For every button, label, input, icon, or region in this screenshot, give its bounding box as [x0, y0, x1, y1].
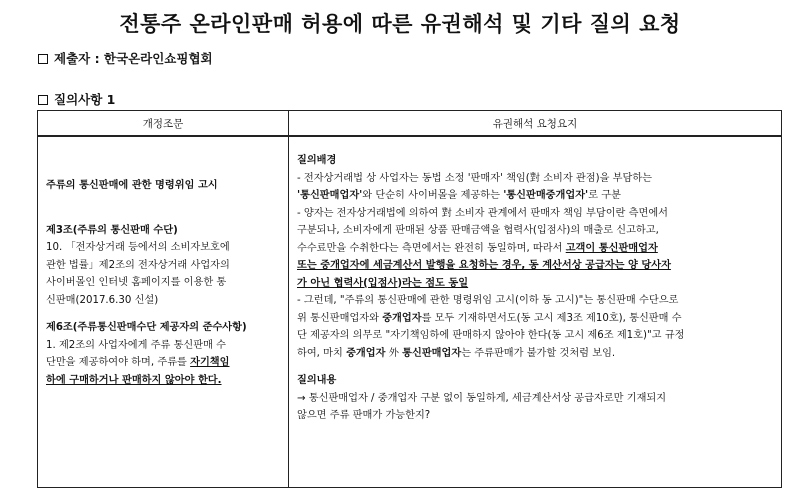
- background-line: [297, 240, 773, 258]
- background-line: - 그런데, "주류의 통신판매에 관한 명령위임 고시(이하 동 고시)"는 통신판매 수단으로: [297, 295, 679, 306]
- column-header-amended-clause: 개정조문: [38, 111, 289, 137]
- article6-underlined-line: 하에 구매하거나 판매하지 않아야 한다.: [46, 374, 222, 386]
- plain-text: 는 주류판매가 불가할 것처럼 보임.: [461, 347, 616, 359]
- content-line: 않으면 주류 판매가 가능한지?: [297, 410, 431, 421]
- background-line: - 전자상거래법 상 사업자는 동법 소정 '판매자' 책임(對 소비자 관점)을 부담하는: [297, 172, 653, 184]
- square-bullet-icon: [38, 95, 48, 105]
- article6-line: 1. 제2조의 사업자에게 주류 통신판매 수: [46, 339, 227, 351]
- notice-title: 주류의 통신판매에 관한 명령위임 고시: [46, 180, 218, 191]
- article3-title: 제3조(주류의 통신판매 수단): [46, 224, 178, 236]
- bold-text: 통신판매업자: [402, 347, 462, 359]
- article6-text: 단만을 제공하여야 하며, 주류를: [46, 357, 191, 368]
- plain-text: 위 통신판매업자와: [297, 312, 383, 324]
- background-line: 구분되나, 소비자에게 판매된 상품 판매금액을 협력사(입점사)의 매출로 신고하고,: [297, 225, 659, 236]
- bold-text: '통신판매업자': [297, 190, 363, 201]
- plain-text: 수수료만을 수취한다는 측면에서는 완전히 동일하며, 따라서: [297, 242, 566, 254]
- article3-line: 사이버몰인 인터넷 홈페이지를 이용한 통: [46, 277, 227, 288]
- underlined-text: 고객이 통신판매업자: [565, 242, 658, 254]
- plain-text: 하여, 마치: [297, 347, 347, 359]
- background-line: [297, 345, 773, 363]
- bold-text: 중개업자: [382, 312, 422, 324]
- query-heading: [38, 90, 115, 108]
- query-heading-text: 질의사항 1: [54, 92, 116, 107]
- article6-title: 제6조(주류통신판매수단 제공자의 준수사항): [46, 322, 247, 333]
- article3-line: 10. 「전자상거래 등에서의 소비자보호에: [46, 242, 230, 253]
- bold-text: 중개업자: [346, 347, 386, 359]
- background-line: [297, 187, 773, 205]
- plain-text: 로 구분: [588, 190, 621, 201]
- content-heading: 질의내용: [297, 375, 337, 386]
- article6-line: [46, 354, 280, 372]
- submitter-text: 제출자 : 한국온라인쇼핑협회: [54, 51, 213, 66]
- submitter-line: [38, 49, 213, 67]
- background-line: [297, 310, 773, 328]
- background-underlined-line: 가 아닌 협력사(입점사)라는 점도 동일: [297, 277, 469, 289]
- request-summary-cell: [289, 136, 782, 488]
- plain-text: 外: [385, 347, 403, 359]
- bold-text: '통신판매중개업자': [503, 190, 589, 201]
- plain-text: 를 모두 기재하면서도(동 고시 제3조 제10호), 통신판매 수: [421, 312, 682, 324]
- document-title: 전통주 온라인판매 허용에 따른 유권해석 및 기타 질의 요청: [119, 11, 681, 36]
- background-heading: 질의배경: [297, 155, 337, 166]
- plain-text: 와 단순히 사이버몰을 제공하는: [362, 190, 504, 201]
- article3-line: 관한 법률」제2조의 전자상거래 사업자의: [46, 259, 230, 271]
- query-table: [37, 110, 782, 488]
- square-bullet-icon: [38, 54, 48, 64]
- article3-line: 신판매(2017.6.30 신설): [46, 294, 159, 306]
- background-line: 단 제공자의 의무로 "자기책임하에 판매하지 않아야 한다(동 고시 제6조 제1호)"고 규정: [297, 330, 685, 341]
- background-underlined-line: 또는 중개업자에 세금계산서 발행을 요청하는 경우, 동 계산서상 공급자는 양 당사자: [297, 260, 671, 271]
- article6-underlined-text: 자기책임: [190, 357, 230, 368]
- column-header-request-summary: 유권해석 요청요지: [289, 111, 782, 137]
- content-line: → 통신판매업자 / 중개업자 구분 없이 동일하게, 세금계산서상 공급자로만 기재되지: [297, 392, 667, 404]
- amended-clause-cell: [38, 136, 289, 488]
- background-line: - 양자는 전자상거래법에 의하여 對 소비자 관계에서 판매자 책임 부담이란 측면에서: [297, 207, 669, 219]
